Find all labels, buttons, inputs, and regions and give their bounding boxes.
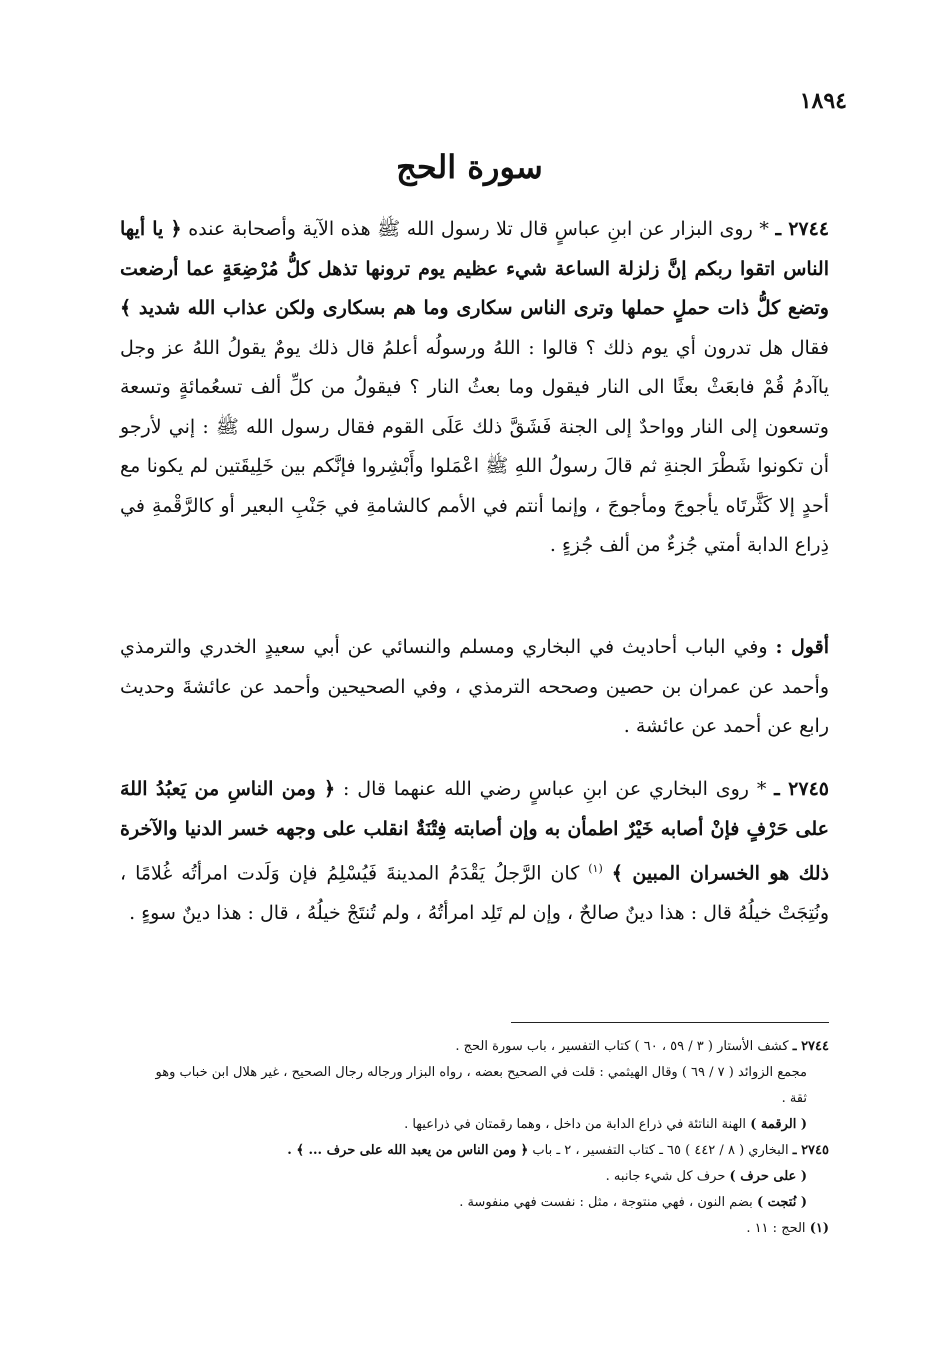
footnote-text: الهنة الناتئة في ذراع الدابة من داخل ، وهما رقمتان في ذراعيها . — [404, 1117, 747, 1132]
surah-title: سورة الحج — [396, 148, 543, 186]
hadith-2745-paragraph — [120, 770, 829, 933]
footnotes — [140, 1034, 829, 1242]
footnote-line — [140, 1112, 829, 1138]
footnote-line — [140, 1164, 829, 1190]
hadith-2744-paragraph — [120, 210, 829, 566]
quran-verse: ﴿ يا أيها الناس اتقوا ربكم إنَّ زلزلة الساعة شيء عظيم يوم ترونها تذهل كلُّ مُرْضِعَةٍ عما أرضعت وتضع كلُّ ذات حملٍ حملها وترى الناس سكارى وما هم بسكارى ولكن عذاب الله شديد ﴾ — [120, 218, 829, 319]
page-number: ١٨٩٤ — [799, 88, 847, 114]
aqul-paragraph — [120, 628, 829, 747]
hadith-number: ٢٧٤٤ ـ — [775, 218, 830, 240]
footnote-text: مجمع الزوائد ( ٧ / ٦٩ ) وقال الهيثمي : قلت في الصحيح بعضه ، رواه البزار ورجاله رجال الصحيح ، غير هلال ابن خباب وهو ثقة . — [155, 1065, 807, 1106]
footnote-line — [140, 1216, 829, 1242]
footnote-text: البخاري ( ٨ / ٤٤٢ ) ٦٥ ـ كتاب التفسير ، ٢ ـ باب — [532, 1143, 789, 1158]
footnote-text: كشف الأستار ( ٣ / ٥٩ ، ٦٠ ) كتاب التفسير ، باب سورة الحج . — [455, 1039, 789, 1054]
hadith-text: كان الرَّجلُ يَقْدَمُ المدينةَ فَيُسْلِمُ فإن وَلَدت امرأتُه غُلامًا ، ونُتِجَتْ خيلُهُ قال : هذا دينٌ صالحٌ ، وإن لم تَلِد امرأتُهُ ، ولم تُنتَجْ خيلُهُ ، قال : هذا دينٌ سوءٍ . — [120, 862, 829, 924]
footnote-line — [140, 1138, 829, 1164]
footnote-text: الحج : ١١ . — [746, 1221, 806, 1236]
footnote-reference: (١) — [588, 862, 603, 875]
hadith-2745 — [120, 770, 829, 933]
aqul-text: وفي الباب أحاديث في البخاري ومسلم والنسائي عن أبي سعيدٍ الخدري والترمذي وأحمد عن عمران بن حصين وصححه الترمذي ، وفي الصحيحين وأحمد عن عائشةَ وحديث رابع عن أحمد عن عائشة . — [120, 636, 829, 737]
footnote-text: حرف كل شيء جانبه . — [605, 1169, 726, 1184]
footnote-label: ٢٧٤٥ ـ — [792, 1143, 829, 1158]
hadith-number: ٢٧٤٥ ـ — [774, 778, 829, 800]
hadith-text: فقال هل تدرون أي يوم ذلك ؟ قالوا : اللهُ ورسولُه أعلمُ قال ذلك يومٌ يقولُ اللهُ عز وجل ياآدمُ قُمْ فابعَثْ بعثًا الى النار فيقول وما بعثُ النار ؟ فيقولُ من كلِّ ألف تسعُمائةٍ وتسعة وتسعون إلى النار وواحدٌ إلى الجنة فَشَقَّ ذلك عَلَى القوم فقال رسول الله ﷺ : إني لأرجو أن تكونوا شَطْرَ الجنةِ ثم قالَ رسولُ اللهِ ﷺ اعْمَلوا وأَبْشِروا فإنَّكم بين خَلِيقَتين لم يكونا مع أحدٍ إلا كَثَّرتَاه يأجوجَ ومأجوجَ ، وإنما أنتم في الأمم كالشامةِ في جَنْبِ البعير أو كالرَّقْمةِ في ذِراع الدابة أمتي جُزءٌ من ألف جُزءٍ . — [120, 336, 829, 556]
footnote-line — [140, 1034, 829, 1060]
aqul-label: أقول : — [775, 636, 829, 658]
hadith-intro: * روى البزار عن ابنِ عباسٍ قال تلا رسول الله ﷺ هذه الآية وأصحابة عنده — [188, 218, 769, 240]
footnote-term: ( الرقمة ) — [750, 1117, 807, 1132]
hadith-intro: * روى البخاري عن ابنِ عباسٍ رضي الله عنهما قال : — [343, 778, 767, 800]
footnote-separator — [511, 1022, 829, 1023]
aqul-text-block — [120, 628, 829, 747]
footnote-text: بضم النون ، فهي منتوجة ، مثل : نفست فهي منفوسة . — [459, 1195, 753, 1210]
footnote-term: ( على حرف ) — [729, 1169, 807, 1184]
footnote-line — [140, 1190, 829, 1216]
footnote-label: ٢٧٤٤ ـ — [792, 1039, 829, 1054]
hadith-2744 — [120, 210, 829, 566]
footnote-label: (١) — [809, 1221, 829, 1236]
quran-verse: ﴿ ومن الناسِ من يَعبُدُ اللهَ على حَرْفٍ فإنْ أصابه خَيْرٌ اطمأن به وإن أصابته فِتْنَةٌ انقلب على وجهه خسر الدنيا والآخرة ذلك هو الخسران المبين ﴾ — [120, 778, 829, 885]
footnote-term: ( نُتجت ) — [756, 1195, 807, 1210]
footnote-quran: ﴿ ومن الناس من يعبد الله على حرف ... ﴾ . — [287, 1143, 529, 1158]
footnote-line — [140, 1060, 829, 1112]
